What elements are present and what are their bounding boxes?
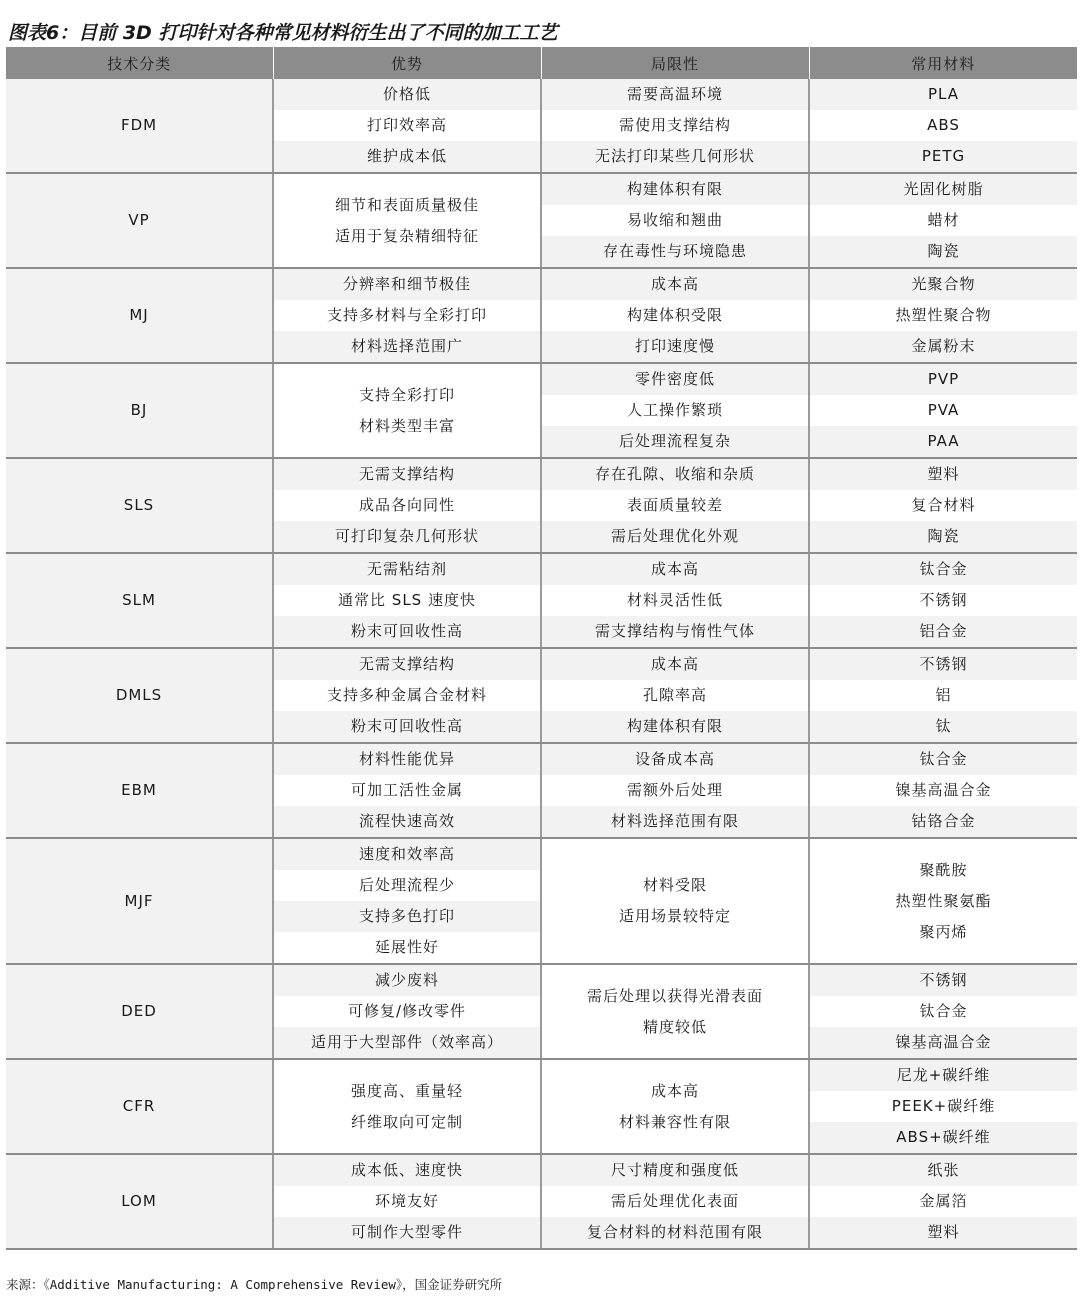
material-cell: 不锈钢 <box>809 964 1077 996</box>
limitation-cell <box>541 964 809 1059</box>
limitation-cell: 材料灵活性低 <box>541 585 809 616</box>
material-cell: 热塑性聚合物 <box>809 300 1077 331</box>
table-row <box>6 964 1077 996</box>
limitation-cell: 孔隙率高 <box>541 680 809 711</box>
table-body <box>6 79 1077 1249</box>
limitation-cell: 构建体积有限 <box>541 173 809 205</box>
limitation-cell: 需支撑结构与惰性气体 <box>541 616 809 648</box>
advantage-cell: 无需支撑结构 <box>273 458 541 490</box>
limitation-cell: 设备成本高 <box>541 743 809 775</box>
advantage-cell-line: 适用于复杂精细特征 <box>334 226 479 245</box>
advantage-cell: 可修复/修改零件 <box>273 996 541 1027</box>
advantage-cell: 适用于大型部件（效率高） <box>273 1027 541 1059</box>
limitation-cell: 需后处理优化外观 <box>541 521 809 553</box>
material-cell: 钛合金 <box>809 553 1077 585</box>
limitation-cell: 需要高温环境 <box>541 79 809 110</box>
limitation-cell-line: 材料受限 <box>642 876 707 894</box>
limitation-cell: 构建体积受限 <box>541 300 809 331</box>
material-cell: 镍基高温合金 <box>809 1027 1077 1059</box>
limitation-cell: 打印速度慢 <box>541 331 809 363</box>
material-cell: 钴铬合金 <box>809 806 1077 838</box>
advantage-cell: 维护成本低 <box>273 141 541 173</box>
material-cell: 塑料 <box>809 1217 1077 1249</box>
header-category: 技术分类 <box>6 47 273 79</box>
material-cell: 蜡材 <box>809 205 1077 236</box>
advantage-cell: 分辨率和细节极佳 <box>273 268 541 300</box>
limitation-cell-line: 适用场景较特定 <box>618 907 731 925</box>
table-row <box>6 648 1077 680</box>
material-cell: ABS+碳纤维 <box>809 1122 1077 1154</box>
table-row <box>6 363 1077 395</box>
limitation-cell-line: 成本高 <box>650 1081 699 1100</box>
material-cell: 钛合金 <box>809 996 1077 1027</box>
limitation-cell: 构建体积有限 <box>541 711 809 743</box>
advantage-cell: 材料选择范围广 <box>273 331 541 363</box>
limitation-cell: 材料选择范围有限 <box>541 806 809 838</box>
advantage-cell-line: 纤维取向可定制 <box>350 1112 463 1131</box>
advantage-cell: 可加工活性金属 <box>273 775 541 806</box>
table-row <box>6 838 1077 870</box>
limitation-cell: 存在毒性与环境隐患 <box>541 236 809 268</box>
category-cell: SLM <box>6 553 273 648</box>
table-row <box>6 458 1077 490</box>
limitation-cell-line: 材料兼容性有限 <box>618 1112 731 1131</box>
material-cell: 陶瓷 <box>809 236 1077 268</box>
limitation-cell: 易收缩和翘曲 <box>541 205 809 236</box>
material-cell: 铝 <box>809 680 1077 711</box>
category-cell: EBM <box>6 743 273 838</box>
advantage-cell: 材料性能优异 <box>273 743 541 775</box>
header-limitations: 局限性 <box>541 47 809 79</box>
category-cell: BJ <box>6 363 273 458</box>
material-cell: 铝合金 <box>809 616 1077 648</box>
advantage-cell: 成本低、速度快 <box>273 1154 541 1186</box>
limitation-cell: 成本高 <box>541 648 809 680</box>
limitation-cell: 人工操作繁琐 <box>541 395 809 426</box>
material-cell: PVP <box>809 363 1077 395</box>
source-note: 来源：《Additive Manufacturing: A Comprehensive Review》，国金证券研究所 <box>6 1277 503 1292</box>
material-cell: PEEK+碳纤维 <box>809 1091 1077 1122</box>
category-cell: LOM <box>6 1154 273 1249</box>
advantage-cell <box>273 1059 541 1154</box>
advantage-cell-line: 强度高、重量轻 <box>350 1081 463 1100</box>
material-cell-line: 聚酰胺 <box>919 860 968 879</box>
material-cell: 镍基高温合金 <box>809 775 1077 806</box>
category-cell: DMLS <box>6 648 273 743</box>
advantage-cell-line: 材料类型丰富 <box>358 416 455 435</box>
material-cell: PLA <box>809 79 1077 110</box>
advantage-cell: 支持多种金属合金材料 <box>273 680 541 711</box>
table-header-row <box>6 47 1077 79</box>
material-cell <box>809 838 1077 964</box>
limitation-cell: 表面质量较差 <box>541 490 809 521</box>
category-cell: MJ <box>6 268 273 363</box>
material-cell-line: 聚丙烯 <box>919 922 968 941</box>
material-cell: 复合材料 <box>809 490 1077 521</box>
table-row <box>6 1154 1077 1186</box>
category-cell: FDM <box>6 79 273 173</box>
advantage-cell: 延展性好 <box>273 932 541 964</box>
material-cell: 陶瓷 <box>809 521 1077 553</box>
process-table <box>6 47 1077 1250</box>
limitation-cell: 无法打印某些几何形状 <box>541 141 809 173</box>
category-cell: DED <box>6 964 273 1059</box>
table-row <box>6 743 1077 775</box>
advantage-cell: 成品各向同性 <box>273 490 541 521</box>
advantage-cell <box>273 173 541 268</box>
limitation-cell: 需额外后处理 <box>541 775 809 806</box>
material-cell: 塑料 <box>809 458 1077 490</box>
header-advantages: 优势 <box>273 47 541 79</box>
advantage-cell <box>273 363 541 458</box>
material-cell: 尼龙+碳纤维 <box>809 1059 1077 1091</box>
limitation-cell <box>541 1059 809 1154</box>
material-cell: 不锈钢 <box>809 648 1077 680</box>
advantage-cell: 可制作大型零件 <box>273 1217 541 1249</box>
advantage-cell: 粉末可回收性高 <box>273 711 541 743</box>
category-cell: VP <box>6 173 273 268</box>
limitation-cell: 复合材料的材料范围有限 <box>541 1217 809 1249</box>
header-materials: 常用材料 <box>809 47 1077 79</box>
limitation-cell-line: 需后处理以获得光滑表面 <box>586 986 763 1005</box>
material-cell: ABS <box>809 110 1077 141</box>
material-cell-line: 热塑性聚氨酯 <box>895 891 992 910</box>
advantage-cell: 可打印复杂几何形状 <box>273 521 541 553</box>
advantage-cell: 流程快速高效 <box>273 806 541 838</box>
advantage-cell: 支持多色打印 <box>273 901 541 932</box>
limitation-cell: 零件密度低 <box>541 363 809 395</box>
limitation-cell: 存在孔隙、收缩和杂质 <box>541 458 809 490</box>
advantage-cell-line: 支持全彩打印 <box>358 385 455 404</box>
material-cell: PAA <box>809 426 1077 458</box>
category-cell: MJF <box>6 838 273 964</box>
table-row <box>6 553 1077 585</box>
category-cell: CFR <box>6 1059 273 1154</box>
figure-title: 图表6：目前 3D 打印针对各种常见材料衍生出了不同的加工工艺 <box>8 22 558 44</box>
limitation-cell: 成本高 <box>541 553 809 585</box>
material-cell: PETG <box>809 141 1077 173</box>
table-row <box>6 268 1077 300</box>
limitation-cell: 后处理流程复杂 <box>541 426 809 458</box>
category-cell: SLS <box>6 458 273 553</box>
material-cell: 钛 <box>809 711 1077 743</box>
advantage-cell: 支持多材料与全彩打印 <box>273 300 541 331</box>
material-cell: 纸张 <box>809 1154 1077 1186</box>
limitation-cell: 需后处理优化表面 <box>541 1186 809 1217</box>
advantage-cell: 打印效率高 <box>273 110 541 141</box>
advantage-cell: 价格低 <box>273 79 541 110</box>
advantage-cell: 通常比 SLS 速度快 <box>273 585 541 616</box>
advantage-cell: 无需粘结剂 <box>273 553 541 585</box>
material-cell: 光固化树脂 <box>809 173 1077 205</box>
table-row <box>6 79 1077 110</box>
table-row <box>6 1059 1077 1091</box>
advantage-cell-line: 细节和表面质量极佳 <box>334 195 479 214</box>
advantage-cell: 减少废料 <box>273 964 541 996</box>
limitation-cell: 成本高 <box>541 268 809 300</box>
material-cell: 金属粉末 <box>809 331 1077 363</box>
advantage-cell: 后处理流程少 <box>273 870 541 901</box>
advantage-cell: 粉末可回收性高 <box>273 616 541 648</box>
advantage-cell: 速度和效率高 <box>273 838 541 870</box>
material-cell: 金属箔 <box>809 1186 1077 1217</box>
limitation-cell-line: 精度较低 <box>642 1017 707 1036</box>
table-row <box>6 173 1077 205</box>
material-cell: 钛合金 <box>809 743 1077 775</box>
advantage-cell: 无需支撑结构 <box>273 648 541 680</box>
limitation-cell: 需使用支撑结构 <box>541 110 809 141</box>
limitation-cell: 尺寸精度和强度低 <box>541 1154 809 1186</box>
material-cell: 光聚合物 <box>809 268 1077 300</box>
limitation-cell <box>541 838 809 964</box>
material-cell: 不锈钢 <box>809 585 1077 616</box>
material-cell: PVA <box>809 395 1077 426</box>
advantage-cell: 环境友好 <box>273 1186 541 1217</box>
